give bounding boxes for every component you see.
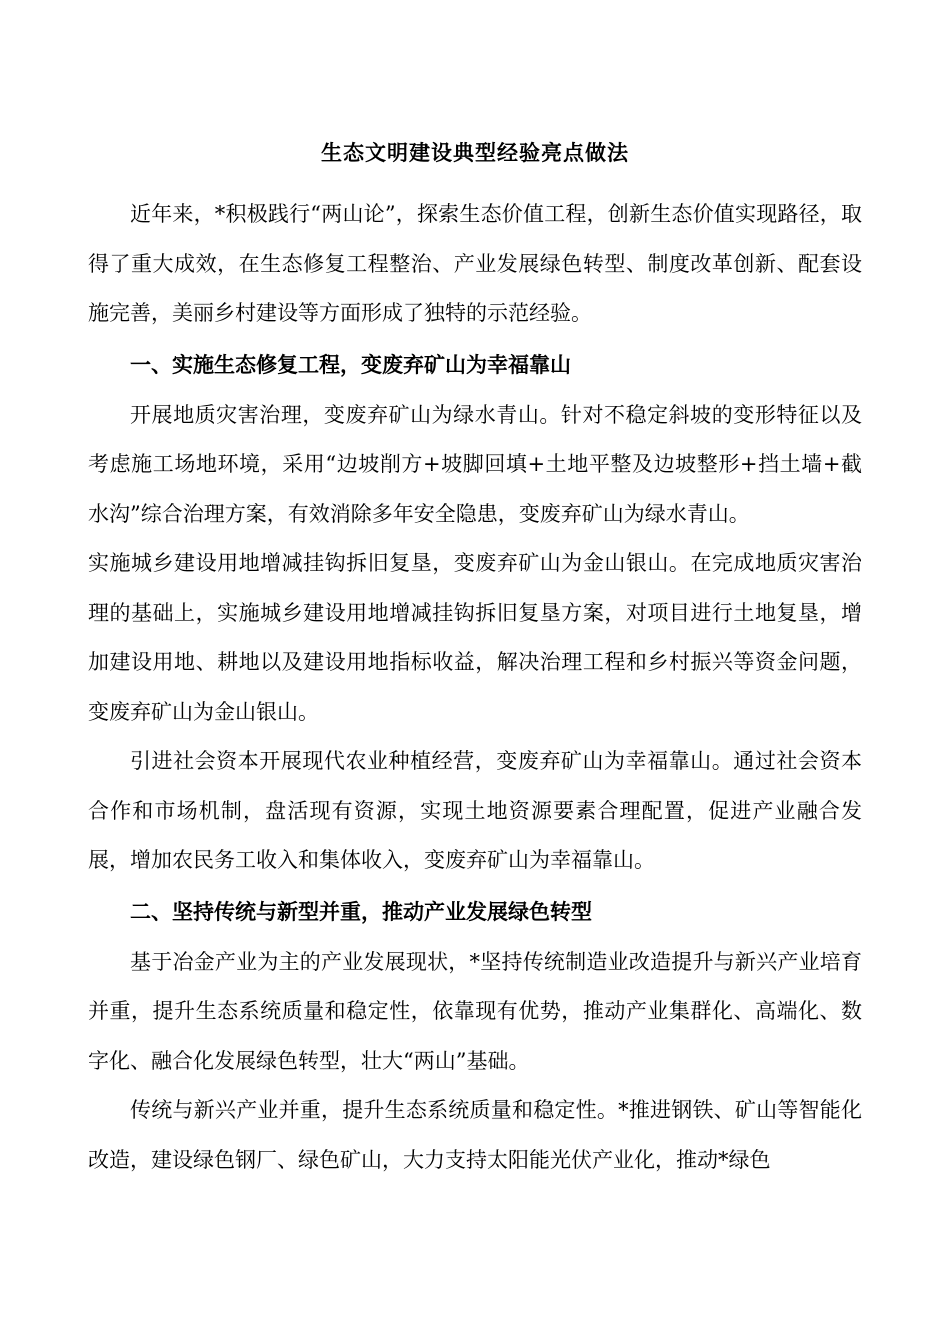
paragraph: 传统与新兴产业并重，提升生态系统质量和稳定性。*推进钢铁、矿山等智能化改造，建设绿色钢厂、绿色矿山，大力支持太阳能光伏产业化，推动*绿色	[88, 1098, 862, 1172]
paragraph: 实施城乡建设用地增减挂钩拆旧复垦，变废弃矿山为金山银山。在完成地质灾害治理的基础上，实施城乡建设用地增减挂钩拆旧复垦方案，对项目进行土地复垦，增加建设用地、耕地以及建设用地指标收益，解决治理工程和乡村振兴等资金问题，变废弃矿山为金山银山。	[88, 551, 862, 724]
paragraph: 基于冶金产业为主的产业发展现状，*坚持传统制造业改造提升与新兴产业培育并重，提升生态系统质量和稳定性，依靠现有优势，推动产业集群化、高端化、数字化、融合化发展绿色转型，壮大“两山”基础。	[88, 949, 862, 1073]
section-heading-1: 一、实施生态修复工程，变废弃矿山为幸福靠山	[130, 351, 571, 377]
section-heading-2: 二、坚持传统与新型并重，推动产业发展绿色转型	[130, 898, 592, 924]
document-title: 生态文明建设典型经验亮点做法	[321, 140, 629, 165]
paragraph: 开展地质灾害治理，变废弃矿山为绿水青山。针对不稳定斜坡的变形特征以及考虑施工场地环境，采用“边坡削方+坡脚回填+土地平整及边坡整形+挡土墙+截水沟”综合治理方案，有效消除多年安全隐患，变废弃矿山为绿水青山。	[88, 402, 862, 526]
paragraph: 引进社会资本开展现代农业种植经营，变废弃矿山为幸福靠山。通过社会资本合作和市场机制，盘活现有资源，实现土地资源要素合理配置，促进产业融合发展，增加农民务工收入和集体收入，变废弃矿山为幸福靠山。	[88, 749, 862, 872]
document-page	[88, 130, 862, 1185]
intro-paragraph: 近年来，*积极践行“两山论”，探索生态价值工程，创新生态价值实现路径，取得了重大成效，在生态修复工程整治、产业发展绿色转型、制度改革创新、配套设施完善，美丽乡村建设等方面形成了独特的示范经验。	[88, 202, 862, 325]
